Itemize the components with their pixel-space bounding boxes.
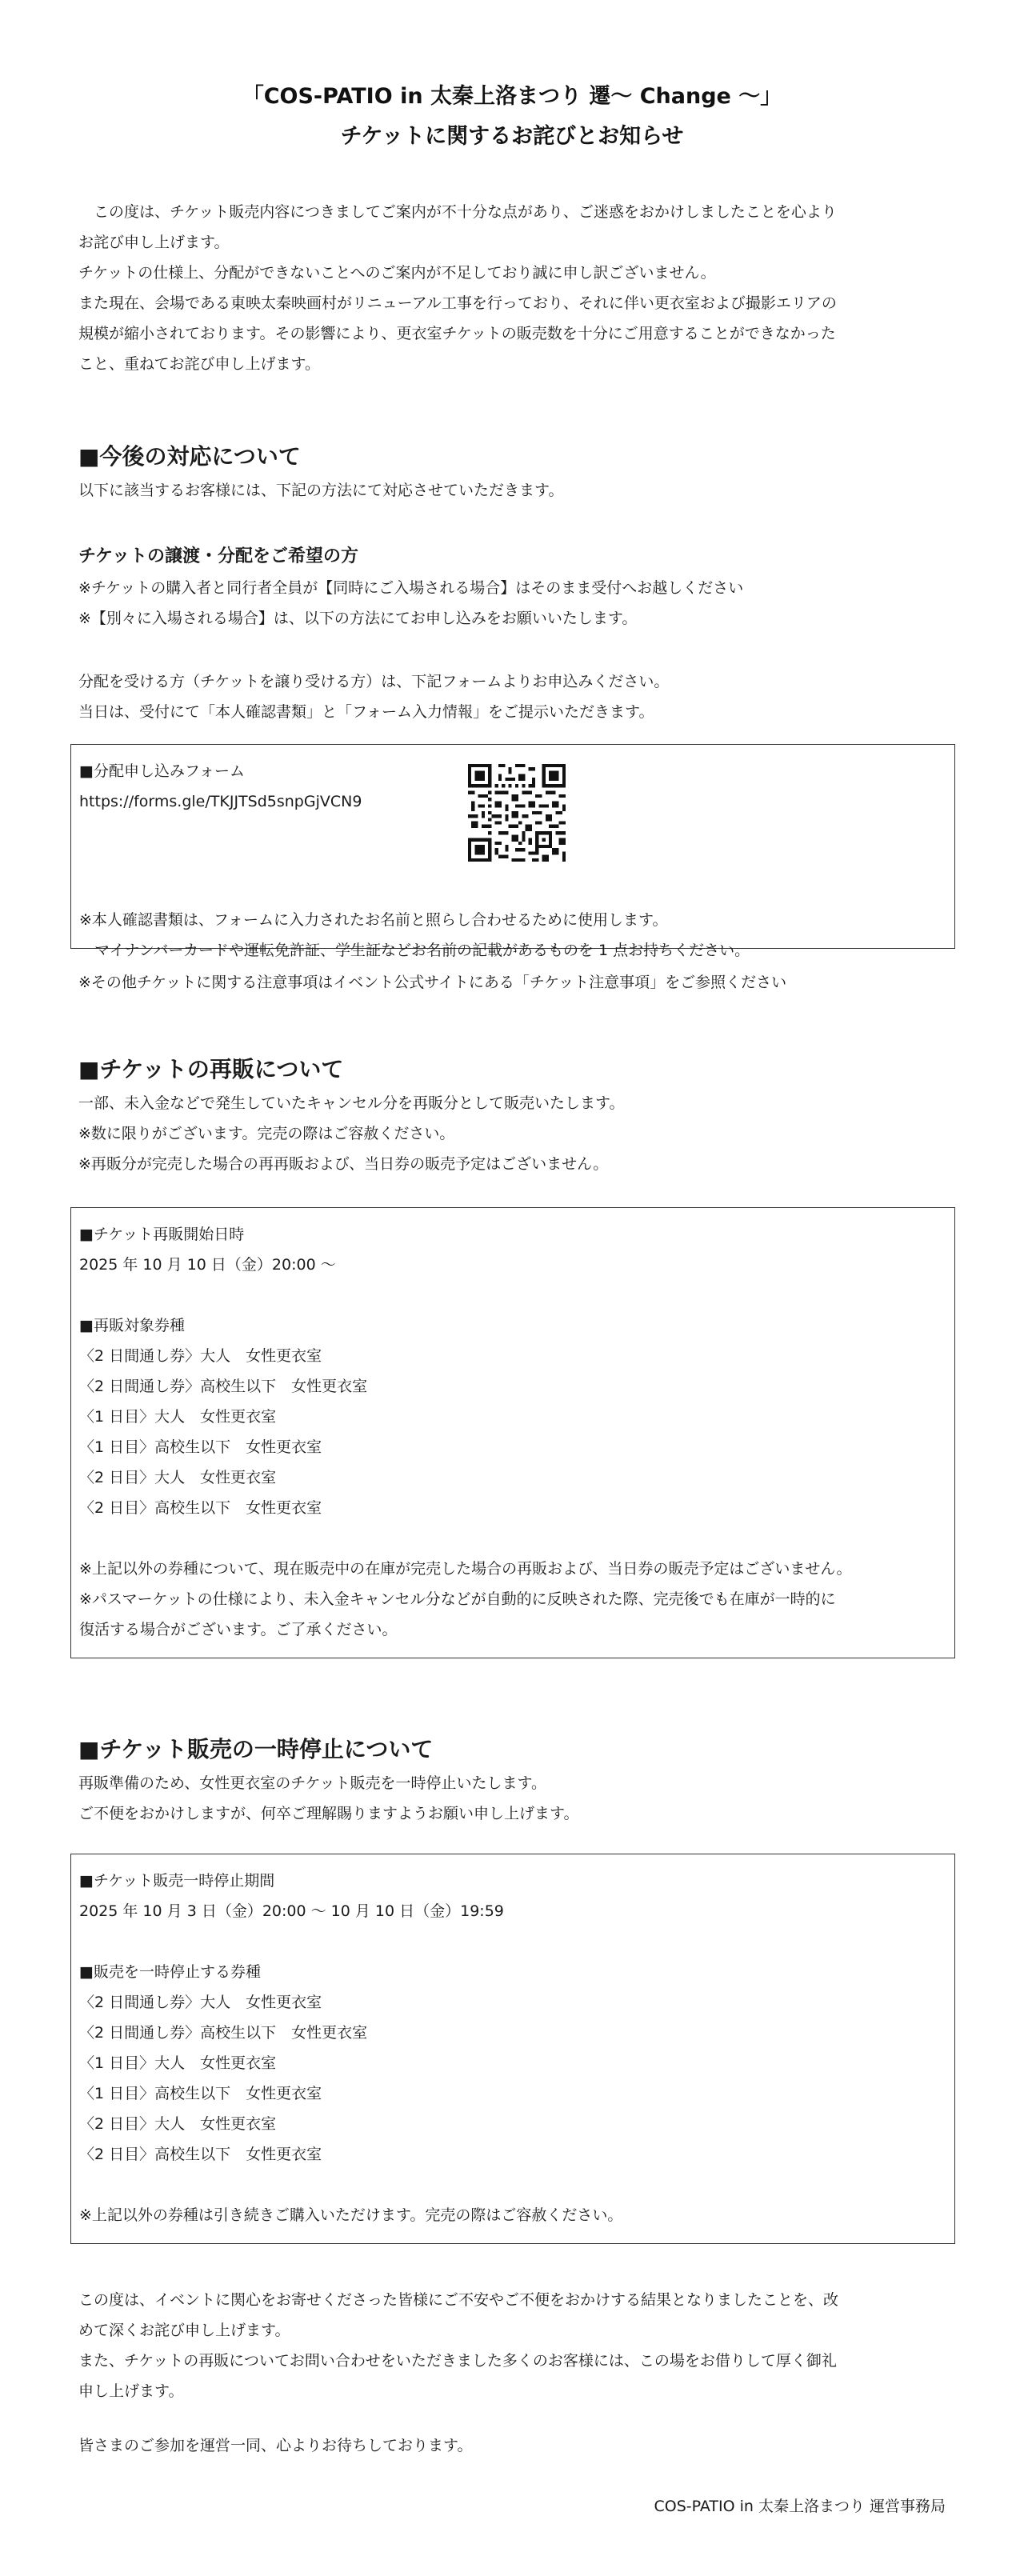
box-note-line: マイナンバーカードや運転免許証、学生証などお名前の記載があるものを 1 点お持ちください。	[79, 942, 750, 959]
footnote-line: ※その他チケットに関する注意事項はイベント公式サイトにある「チケット注意事項」をご参照ください	[78, 974, 787, 991]
note-line: ※チケットの購入者と同行者全員が【同時にご入場される場合】はそのまま受付へお越しください	[78, 579, 744, 597]
ticket-type-item: 〈2 日間通し券〉大人 女性更衣室	[79, 1994, 322, 2011]
suspension-types-label: ■販売を一時停止する券種	[79, 1963, 261, 1981]
resale-note-line: 復活する場合がございます。ご了承ください。	[79, 1621, 398, 1638]
section-response	[78, 438, 946, 506]
distribution-form-box	[70, 744, 955, 959]
instruction-line: 分配を受ける方（チケットを譲り受ける方）は、下記フォームよりお申込みください。	[78, 673, 670, 690]
closing-paragraph	[78, 2285, 946, 2406]
resale-start-label: ■チケット再販開始日時	[79, 1226, 245, 1243]
ticket-type-item: 〈2 日目〉大人 女性更衣室	[79, 2115, 277, 2133]
section-heading: ■今後の対応について	[78, 443, 301, 470]
ticket-type-item: 〈1 日目〉高校生以下 女性更衣室	[79, 2085, 322, 2102]
intro-line: 規模が縮小されております。その影響により、更衣室チケットの販売数を十分にご用意することができなかった	[78, 325, 836, 342]
suspension-line: 再販準備のため、女性更衣室のチケット販売を一時停止いたします。	[78, 1774, 547, 1792]
resale-details-box	[70, 1207, 955, 1658]
resale-note-line: ※上記以外の券種について、現在販売中の在庫が完売した場合の再販および、当日券の販売予定はございません。	[79, 1560, 852, 1578]
ticket-type-item: 〈1 日目〉大人 女性更衣室	[79, 2054, 277, 2072]
section-heading: ■チケットの再販について	[78, 1056, 344, 1082]
ticket-type-item: 〈2 日間通し券〉高校生以下 女性更衣室	[79, 2024, 368, 2042]
page-title	[0, 77, 1024, 157]
resale-start-value: 2025 年 10 月 10 日（金）20:00 〜	[79, 1256, 336, 1274]
closing-line: この度は、イベントに関心をお寄せくださった皆様にご不安やご不便をおかけする結果となりましたことを、改	[78, 2291, 839, 2309]
intro-line: また現在、会場である東映太秦映画村がリニューアル工事を行っており、それに伴い更衣室および撮影エリアの	[78, 294, 837, 312]
footnote	[78, 967, 946, 998]
title-line-2: チケットに関するお詫びとお知らせ	[340, 124, 684, 149]
ticket-type-item: 〈2 日間通し券〉大人 女性更衣室	[79, 1347, 322, 1365]
section-suspension	[78, 1731, 946, 1829]
resale-line: ※数に限りがございます。完売の際はご容赦ください。	[78, 1125, 455, 1142]
resale-line: ※再販分が完売した場合の再再販および、当日券の販売予定はございません。	[78, 1155, 609, 1173]
title-line-1: 「COS-PATIO in 太秦上洛まつり 遷〜 Change 〜」	[242, 84, 782, 109]
section-heading: ■チケット販売の一時停止について	[78, 1736, 434, 1762]
welcome-line: 皆さまのご参加を運営一同、心よりお待ちしております。	[78, 2437, 473, 2454]
resale-line: 一部、未入金などで発生していたキャンセル分を再販分として販売いたします。	[78, 1094, 625, 1112]
transfer-instructions	[78, 666, 946, 727]
subheading: チケットの譲渡・分配をご希望の方	[78, 546, 359, 566]
qr-code-icon[interactable]	[468, 764, 566, 862]
suspension-note: ※上記以外の券種は引き続きご購入いただけます。完売の際はご容赦ください。	[79, 2206, 623, 2224]
note-line: ※【別々に入場される場合】は、以下の方法にてお申し込みをお願いいたします。	[78, 610, 638, 627]
ticket-type-item: 〈1 日目〉高校生以下 女性更衣室	[79, 1438, 322, 1456]
welcome-message	[78, 2430, 946, 2461]
section-resale	[78, 1051, 946, 1179]
ticket-type-item: 〈2 日目〉大人 女性更衣室	[79, 1469, 277, 1486]
intro-line: お詫び申し上げます。	[78, 234, 230, 251]
ticket-type-item: 〈2 日目〉高校生以下 女性更衣室	[79, 2146, 322, 2163]
intro-paragraph	[78, 197, 946, 379]
form-label: ■分配申し込みフォーム	[79, 762, 246, 780]
instruction-line: 当日は、受付にて「本人確認書類」と「フォーム入力情報」をご提示いただきます。	[78, 703, 654, 721]
suspension-period-label: ■チケット販売一時停止期間	[79, 1872, 275, 1890]
suspension-details-box	[70, 1854, 955, 2244]
intro-line: チケットの仕様上、分配ができないことへのご案内が不足しており誠に申し訳ございません。	[78, 264, 716, 282]
closing-line: めて深くお詫び申し上げます。	[78, 2322, 290, 2339]
intro-line: この度は、チケット販売内容につきましてご案内が不十分な点があり、ご迷惑をおかけしましたことを心より	[78, 203, 837, 221]
closing-line: 申し上げます。	[78, 2382, 184, 2400]
intro-line: こと、重ねてお詫び申し上げます。	[78, 355, 321, 373]
ticket-type-item: 〈2 日間通し券〉高校生以下 女性更衣室	[79, 1378, 368, 1395]
suspension-line: ご不便をおかけしますが、何卒ご理解賜りますようお願い申し上げます。	[78, 1805, 579, 1822]
form-url-link[interactable]: https://forms.gle/TKJJTSd5snpGjVCN9	[79, 793, 362, 810]
resale-note-line: ※パスマーケットの仕様により、未入金キャンセル分などが自動的に反映された際、完売後でも在庫が一時的に	[79, 1590, 836, 1608]
ticket-type-item: 〈1 日目〉大人 女性更衣室	[79, 1408, 277, 1426]
transfer-info	[78, 541, 946, 634]
box-note-line: ※本人確認書類は、フォームに入力されたお名前と照らし合わせるために使用します。	[79, 911, 668, 929]
ticket-type-item: 〈2 日目〉高校生以下 女性更衣室	[79, 1499, 322, 1517]
signature: COS-PATIO in 太秦上洛まつり 運営事務局	[654, 2498, 946, 2515]
suspension-period-value: 2025 年 10 月 3 日（金）20:00 〜 10 月 10 日（金）19:59	[79, 1902, 504, 1920]
section-lead: 以下に該当するお客様には、下記の方法にて対応させていただきます。	[78, 482, 564, 499]
resale-types-label: ■再販対象券種	[79, 1317, 185, 1334]
closing-line: また、チケットの再販についてお問い合わせをいただきました多くのお客様には、この場をお借りして厚く御礼	[78, 2352, 837, 2370]
